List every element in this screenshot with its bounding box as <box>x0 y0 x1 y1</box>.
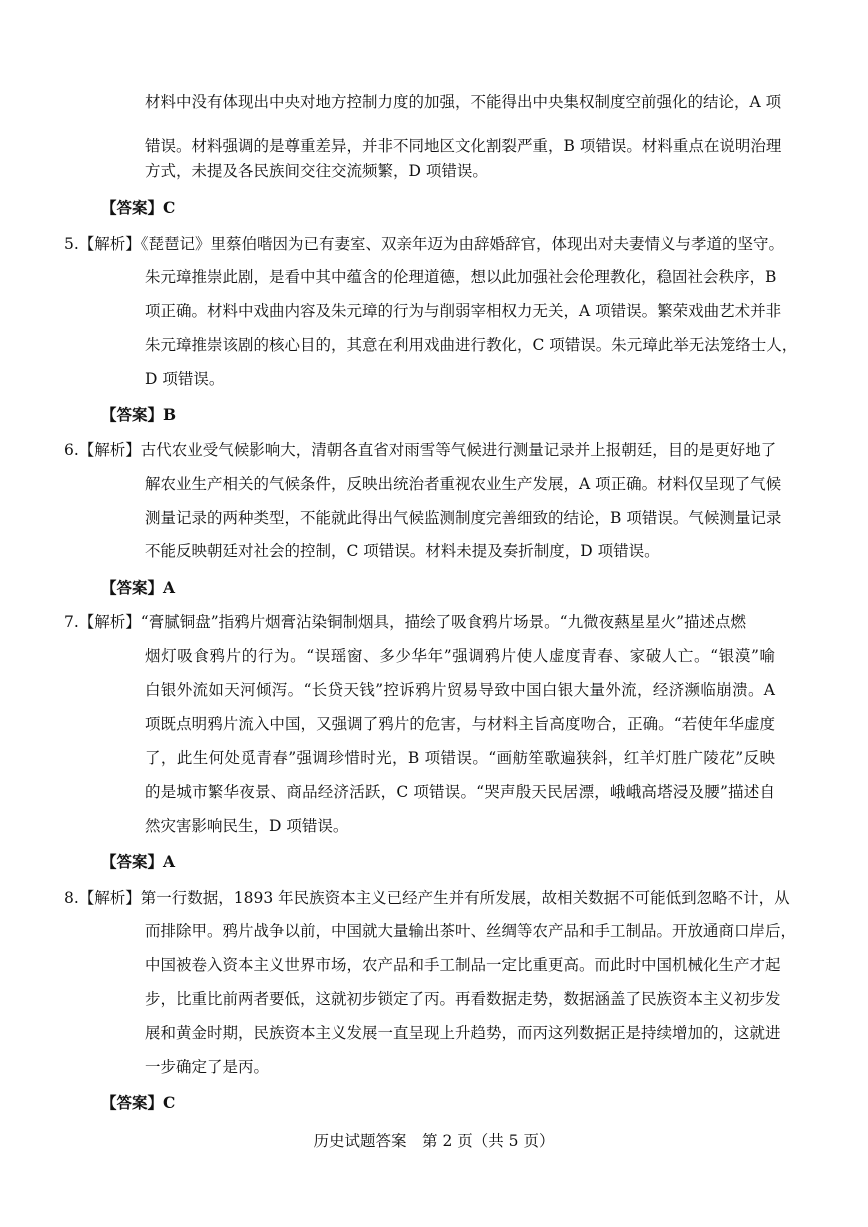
q8-explanation-line: 步，比重比前两者要低，这就初步锁定了丙。再看数据走势，数据涵盖了民族资本主义初步发 <box>145 990 781 1008</box>
q6-explanation-first-line: 6.【解析】古代农业受气候影响大，清朝各直省对雨雪等气候进行测量记录并上报朝廷，目的是更好地了 <box>64 441 777 459</box>
q7-explanation-line: 然灾害影响民生，D 项错误。 <box>145 817 349 835</box>
q6-explanation-line: 不能反映朝廷对社会的控制，C 项错误。材料未提及奏折制度，D 项错误。 <box>145 542 660 560</box>
q7-explanation-line: 的是城市繁华夜景、商品经济活跃，C 项错误。“哭声殷天民居漂，峨峨高塔浸及腰”描述自 <box>145 783 775 801</box>
q4-explanation-line: 错误。材料强调的是尊重差异，并非不同地区文化割裂严重，B 项错误。材料重点在说明治理 <box>145 137 782 155</box>
q6-answer: 【答案】A <box>101 578 176 597</box>
q7-explanation-line: 了，此生何处觅青春”强调珍惜时光，B 项错误。“画舫笙歌遍狭斜，红羊灯胜广陵花”反映 <box>145 749 775 767</box>
q8-explanation-line: 展和黄金时期，民族资本主义发展一直呈现上升趋势，而丙这列数据正是持续增加的，这就进 <box>145 1024 781 1042</box>
q7-explanation-line: 白银外流如天河倾泻。“长贷天钱”控诉鸦片贸易导致中国白银大量外流，经济濒临崩溃。A <box>145 681 775 699</box>
q5-explanation-line: 朱元璋推崇该剧的核心目的，其意在利用戏曲进行教化，C 项错误。朱元璋此举无法笼络士人， <box>145 336 798 354</box>
q5-explanation-first-line: 5.【解析】《琵琶记》里蔡伯喈因为已有妻室、双亲年迈为由辞婚辞官，体现出对夫妻情义与孝道的坚守。 <box>64 235 785 253</box>
q5-explanation-line: 朱元璋推崇此剧，是看中其中蕴含的伦理道德，想以此加强社会伦理教化，稳固社会秩序，B <box>145 268 777 286</box>
q6-explanation-line: 解农业生产相关的气候条件，反映出统治者重视农业生产发展，A 项正确。材料仅呈现了气候 <box>145 475 782 493</box>
q7-explanation-first-line: 7.【解析】“膏腻铜盘”指鸦片烟膏沾染铜制烟具，描绘了吸食鸦片场景。“九微夜爇星星火”描述点燃 <box>64 613 746 631</box>
q4-answer: 【答案】C <box>101 198 176 217</box>
q4-explanation-line: 材料中没有体现出中央对地方控制力度的加强，不能得出中央集权制度空前强化的结论，A 项 <box>145 93 782 111</box>
q8-explanation-first-line: 8.【解析】第一行数据，1893 年民族资本主义已经产生并有所发展，故相关数据不可能低到忽略不计，从 <box>64 889 790 907</box>
q6-explanation-line: 测量记录的两种类型，不能就此得出气候监测制度完善细致的结论，B 项错误。气候测量记录 <box>145 509 782 527</box>
q7-explanation-line: 项既点明鸦片流入中国，又强调了鸦片的危害，与材料主旨高度吻合，正确。“若使年华虚度 <box>145 715 775 733</box>
q5-explanation-line: 项正确。材料中戏曲内容及朱元璋的行为与削弱宰相权力无关，A 项错误。繁荣戏曲艺术并非 <box>145 302 782 320</box>
q7-answer: 【答案】A <box>101 852 176 871</box>
q5-explanation-line: D 项错误。 <box>145 370 225 388</box>
q8-answer: 【答案】C <box>101 1093 176 1112</box>
q8-explanation-line: 一步确定了是丙。 <box>145 1058 270 1076</box>
page-footer: 历史试题答案 第 2 页（共 5 页） <box>313 1132 555 1150</box>
q5-answer: 【答案】B <box>101 405 177 424</box>
q7-explanation-line: 烟灯吸食鸦片的行为。“误瑶窗、多少华年”强调鸦片使人虚度青春、家破人亡。“银漠”喻 <box>145 647 775 665</box>
q8-explanation-line: 中国被卷入资本主义世界市场，农产品和手工制品一定比重更高。而此时中国机械化生产才起 <box>145 956 781 974</box>
q8-explanation-line: 而排除甲。鸦片战争以前，中国就大量输出茶叶、丝绸等农产品和手工制品。开放通商口岸后， <box>145 922 797 940</box>
q4-explanation-line: 方式，未提及各民族间交往交流频繁，D 项错误。 <box>145 162 488 180</box>
